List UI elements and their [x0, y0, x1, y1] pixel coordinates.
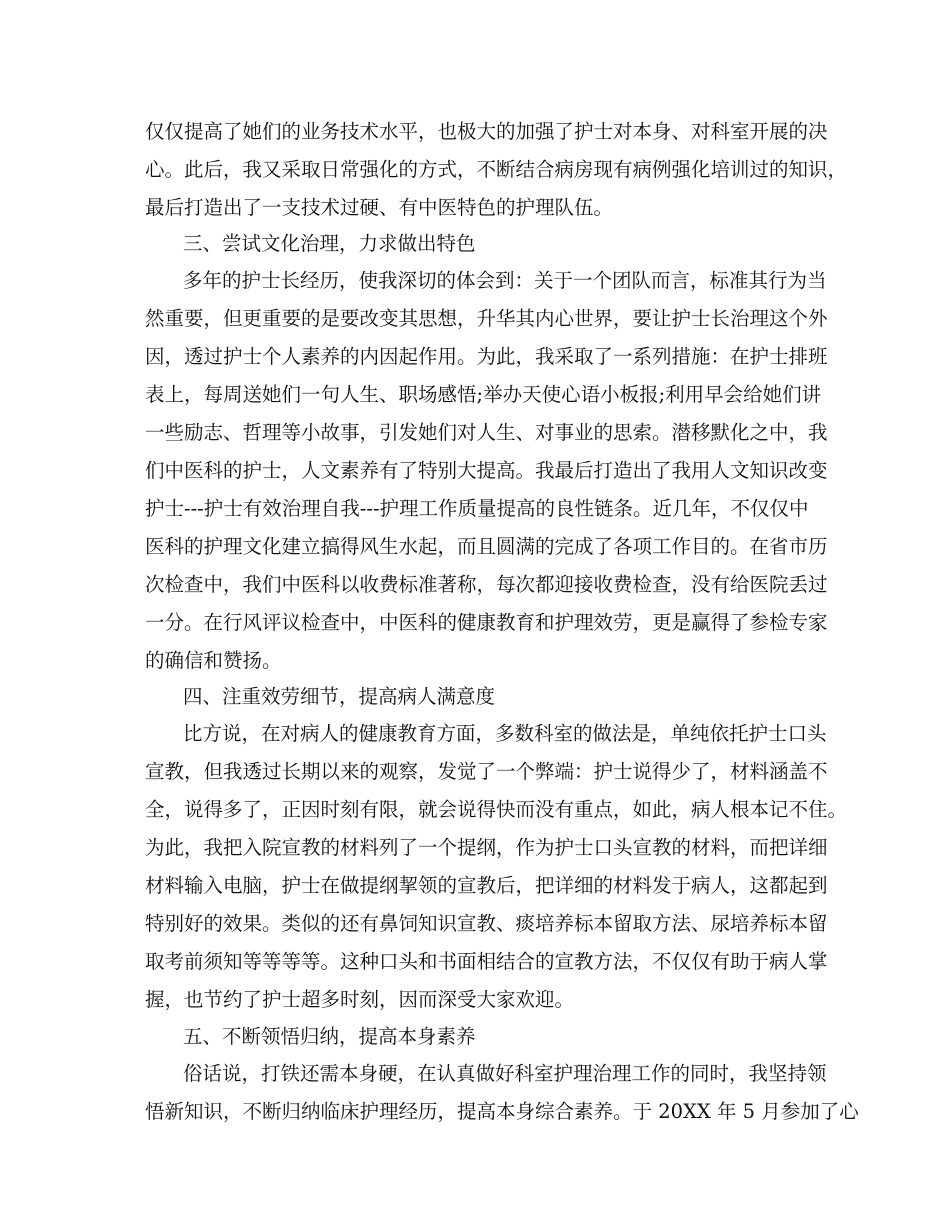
paragraph-line: 一分。在行风评议检查中，中医科的健康教育和护理效劳，更是赢得了参检专家 [145, 611, 828, 634]
paragraph-line: 因，透过护士个人素养的内因起作用。为此，我采取了一系列措施：在护士排班 [145, 345, 828, 368]
section-heading: 五、不断领悟归纳，提高本身素养 [183, 1025, 476, 1048]
paragraph-line: 表上，每周送她们一句人生、职场感悟;举办天使心语小板报;利用早会给她们讲 [145, 383, 822, 406]
section-heading: 四、注重效劳细节，提高病人满意度 [183, 685, 496, 708]
paragraph-line: 心。此后，我又采取日常强化的方式，不断结合病房现有病例强化培训过的知识， [145, 158, 848, 181]
paragraph-line: 俗话说，打铁还需本身硬，在认真做好科室护理治理工作的同时，我坚持领 [183, 1062, 827, 1085]
paragraph-line: 们中医科的护士，人文素养有了特别大提高。我最后打造出了我用人文知识改变 [145, 459, 828, 482]
paragraph-line: 的确信和赞扬。 [145, 649, 282, 672]
paragraph-line: 护士---护士有效治理自我---护理工作质量提高的良性链条。近几年，不仅仅中 [145, 497, 809, 520]
paragraph-line: 多年的护士长经历，使我深切的体会到：关于一个团队而言，标准其行为当 [183, 269, 827, 292]
paragraph-line: 比方说，在对病人的健康教育方面，多数科室的做法是，单纯依托护士口头 [183, 722, 827, 745]
paragraph-line: 材料输入电脑，护士在做提纲挈领的宣教后，把详细的材料发于病人，这都起到 [145, 874, 828, 897]
paragraph-line: 一些励志、哲理等小故事，引发她们对人生、对事业的思索。潜移默化之中，我 [145, 421, 828, 444]
paragraph-line: 悟新知识，不断归纳临床护理经历，提高本身综合素养。于 20XX 年 5 月参加了心 [145, 1100, 859, 1123]
section-heading: 三、尝试文化治理，力求做出特色 [183, 232, 476, 255]
paragraph-line: 握，也节约了护士超多时刻，因而深受大家欢迎。 [145, 988, 575, 1011]
paragraph-line: 医科的护理文化建立搞得风生水起，而且圆满的完成了各项工作目的。在省市历 [145, 535, 828, 558]
paragraph-line: 次检查中，我们中医科以收费标准著称，每次都迎接收费检查，没有给医院丢过 [145, 573, 828, 596]
paragraph-line: 取考前须知等等等等。这种口头和书面相结合的宣教方法，不仅仅有助于病人掌 [145, 950, 828, 973]
paragraph-line: 仅仅提高了她们的业务技术水平，也极大的加强了护士对本身、对科室开展的决 [145, 120, 828, 143]
paragraph-line: 然重要，但更重要的是要改变其思想，升华其内心世界，要让护士长治理这个外 [145, 307, 828, 330]
paragraph-line: 宣教，但我透过长期以来的观察，发觉了一个弊端：护士说得少了，材料涵盖不 [145, 760, 828, 783]
paragraph-line: 最后打造出了一支技术过硬、有中医特色的护理队伍。 [145, 196, 614, 219]
paragraph-line: 特别好的效果。类似的还有鼻饲知识宣教、痰培养标本留取方法、尿培养标本留 [145, 912, 828, 935]
paragraph-line: 全，说得多了，正因时刻有限，就会说得快而没有重点，如此，病人根本记不住。 [145, 798, 848, 821]
paragraph-line: 为此，我把入院宣教的材料列了一个提纲，作为护士口头宣教的材料，而把详细 [145, 836, 828, 859]
